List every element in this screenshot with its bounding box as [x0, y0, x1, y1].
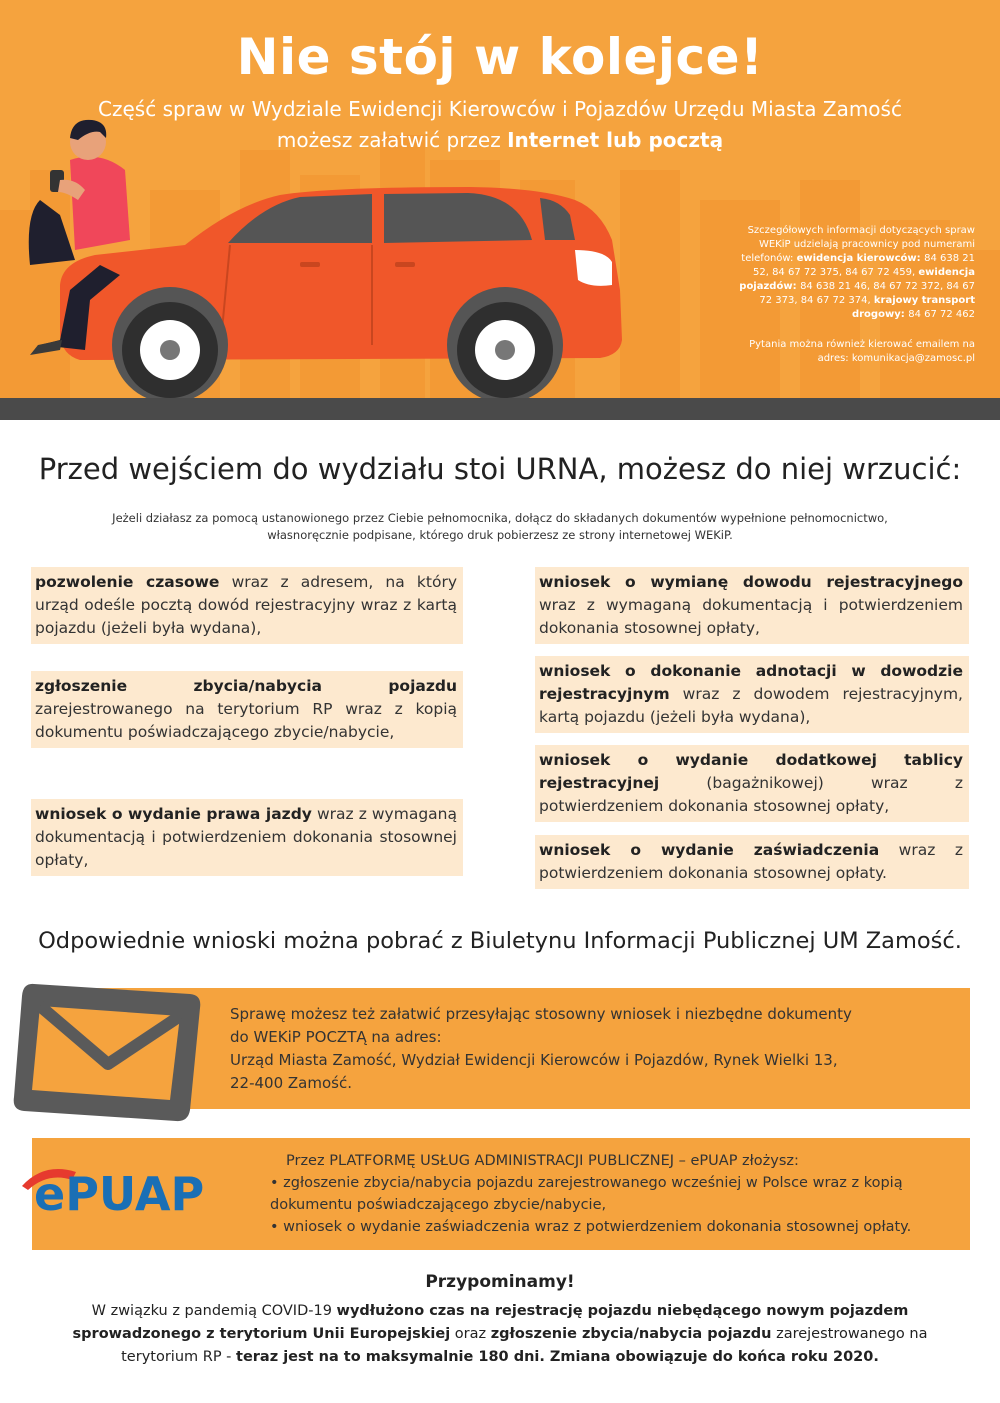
hero-banner: [0, 0, 1000, 420]
item-box: [535, 835, 969, 889]
item-box: [535, 745, 969, 822]
reminder-bold-part: teraz jest na to maksymalnie 180 dni. Zmiana obowiązuje do końca roku 2020.: [236, 1349, 879, 1365]
item-title: wniosek o dokonanie adnotacji w dowodzie rejestracyjnym: [539, 662, 963, 703]
road-strip: [0, 398, 1000, 420]
item-text: wraz z dowodem rejestracyjnym, kartą pojazdu (jeżeli była wydana),: [539, 685, 963, 726]
mail-line1: Sprawę możesz też załatwić przesyłając stosowny wniosek i niezbędne dokumenty: [230, 1005, 852, 1023]
epuap-bullet: • zgłoszenie zbycia/nabycia pojazdu zarejestrowanego wcześniej w Polsce wraz z kopią dokumentu poświadczającego zbycie/nabycie,: [270, 1175, 903, 1213]
proxy-note: Jeżeli działasz za pomocą ustanowionego przez Ciebie pełnomocnika, dołącz do składanych dokumentów wypełnione pełnomocnictwo, własnoręcznie podpisane, którego druk pobierzesz ze strony internetowej WEKiP.: [112, 511, 888, 542]
bip-heading: Odpowiednie wnioski można pobrać z Biuletynu Informacji Publicznej UM Zamość.: [38, 928, 962, 954]
contact-numbers-vehicles: 84 638 21 46, 84 67 72 372, 84 67 72 373, 84 67 72 374,: [759, 281, 975, 306]
item-title: wniosek o wydanie prawa jazdy: [35, 805, 312, 823]
contact-numbers-drivers: 84 638 21 52, 84 67 72 375, 84 67 72 459,: [752, 253, 975, 278]
contact-numbers-transport: 84 67 72 462: [908, 309, 975, 320]
item-box: [31, 799, 463, 876]
item-title: wniosek o wymianę dowodu rejestracyjnego: [539, 573, 963, 591]
item-text: wraz z wymaganą dokumentacją i potwierdzeniem dokonania stosownej opłaty,: [539, 596, 963, 637]
contact-label-vehicles: ewidencja pojazdów:: [739, 267, 975, 292]
reminder-title: Przypominamy!: [425, 1272, 575, 1292]
hero-subtitle-bold: Internet lub pocztą: [507, 128, 724, 152]
item-text: (bagażnikowej) wraz z potwierdzeniem dokonania stosownej opłaty,: [539, 774, 963, 815]
reminder-text: [60, 1300, 940, 1369]
item-box: [31, 567, 463, 644]
epuap-intro: Przez PLATFORMĘ USŁUG ADMINISTRACJI PUBLICZNEJ – ePUAP złożysz:: [286, 1153, 799, 1169]
item-box: [535, 656, 969, 733]
item-box: [31, 671, 463, 748]
item-title: zgłoszenie zbycia/nabycia pojazdu: [35, 677, 457, 695]
epuap-logo: [14, 1158, 254, 1218]
item-text: zarejestrowanego na terytorium RP wraz z kopią dokumentu poświadczającego zbycie/nabycie,: [35, 700, 457, 741]
epuap-logo-text: ePUAP: [34, 1167, 205, 1218]
reminder-bold-part: zgłoszenie zbycia/nabycia pojazdu: [490, 1326, 772, 1342]
item-title: wniosek o wydanie zaświadczenia: [539, 841, 880, 859]
mail-address-line1: Urząd Miasta Zamość, Wydział Ewidencji Kierowców i Pojazdów, Rynek Wielki 13,: [230, 1051, 838, 1069]
contact-intro: Szczegółowych informacji dotyczących spraw WEKiP udzielają pracownicy pod numerami telefonów:: [741, 225, 975, 264]
hero-subtitle-line1: Część spraw w Wydziale Ewidencji Kierowców i Pojazdów Urzędu Miasta Zamość: [98, 97, 902, 121]
urna-heading: Przed wejściem do wydziału stoi URNA, możesz do niej wrzucić:: [38, 452, 962, 486]
epuap-text: [270, 1150, 970, 1238]
contact-label-transport: krajowy transport drogowy:: [851, 295, 975, 320]
reminder-text-part: zarejestrowanego na terytorium RP -: [121, 1326, 928, 1365]
contact-info: [725, 224, 975, 366]
hero-subtitle-line2: [0, 125, 1000, 156]
hero-title: Nie stój w kolejce!: [236, 28, 764, 86]
item-text: wraz z potwierdzeniem dokonania stosownej opłaty.: [539, 841, 963, 882]
hero-subtitle: [0, 94, 1000, 156]
item-box: [535, 567, 969, 644]
item-text: wraz z adresem, na który urząd odeśle pocztą dowód rejestracyjny wraz z kartą pojazdu (jeżeli była wydana),: [35, 573, 457, 637]
mail-address-line2: 22-400 Zamość.: [230, 1074, 352, 1092]
reminder-bold-part: wydłużono czas na rejestrację pojazdu niebędącego nowym pojazdem sprowadzonego z terytorium Unii Europejskiej: [72, 1303, 909, 1342]
envelope-icon: [12, 972, 212, 1127]
hero-subtitle-pre: możesz załatwić przez: [276, 128, 508, 152]
item-text: wraz z wymaganą dokumentacją i potwierdzeniem dokonania stosownej opłaty,: [35, 805, 457, 869]
item-title: wniosek o wydanie dodatkowej tablicy rejestracyjnej: [539, 751, 963, 792]
contact-label-drivers: ewidencja kierowców:: [796, 253, 925, 264]
reminder-text-part: oraz: [450, 1326, 491, 1342]
item-title: pozwolenie czasowe: [35, 573, 220, 591]
mail-text: [230, 1003, 950, 1095]
epuap-bullet: • wniosek o wydanie zaświadczenia wraz z potwierdzeniem dokonania stosownej opłaty.: [270, 1219, 912, 1235]
mail-line2: do WEKiP POCZTĄ na adres:: [230, 1028, 442, 1046]
contact-email[interactable]: Pytania można również kierować emailem na adres: komunikacja@zamosc.pl: [749, 339, 975, 364]
reminder-text-part: W związku z pandemią COVID-19: [91, 1303, 337, 1319]
